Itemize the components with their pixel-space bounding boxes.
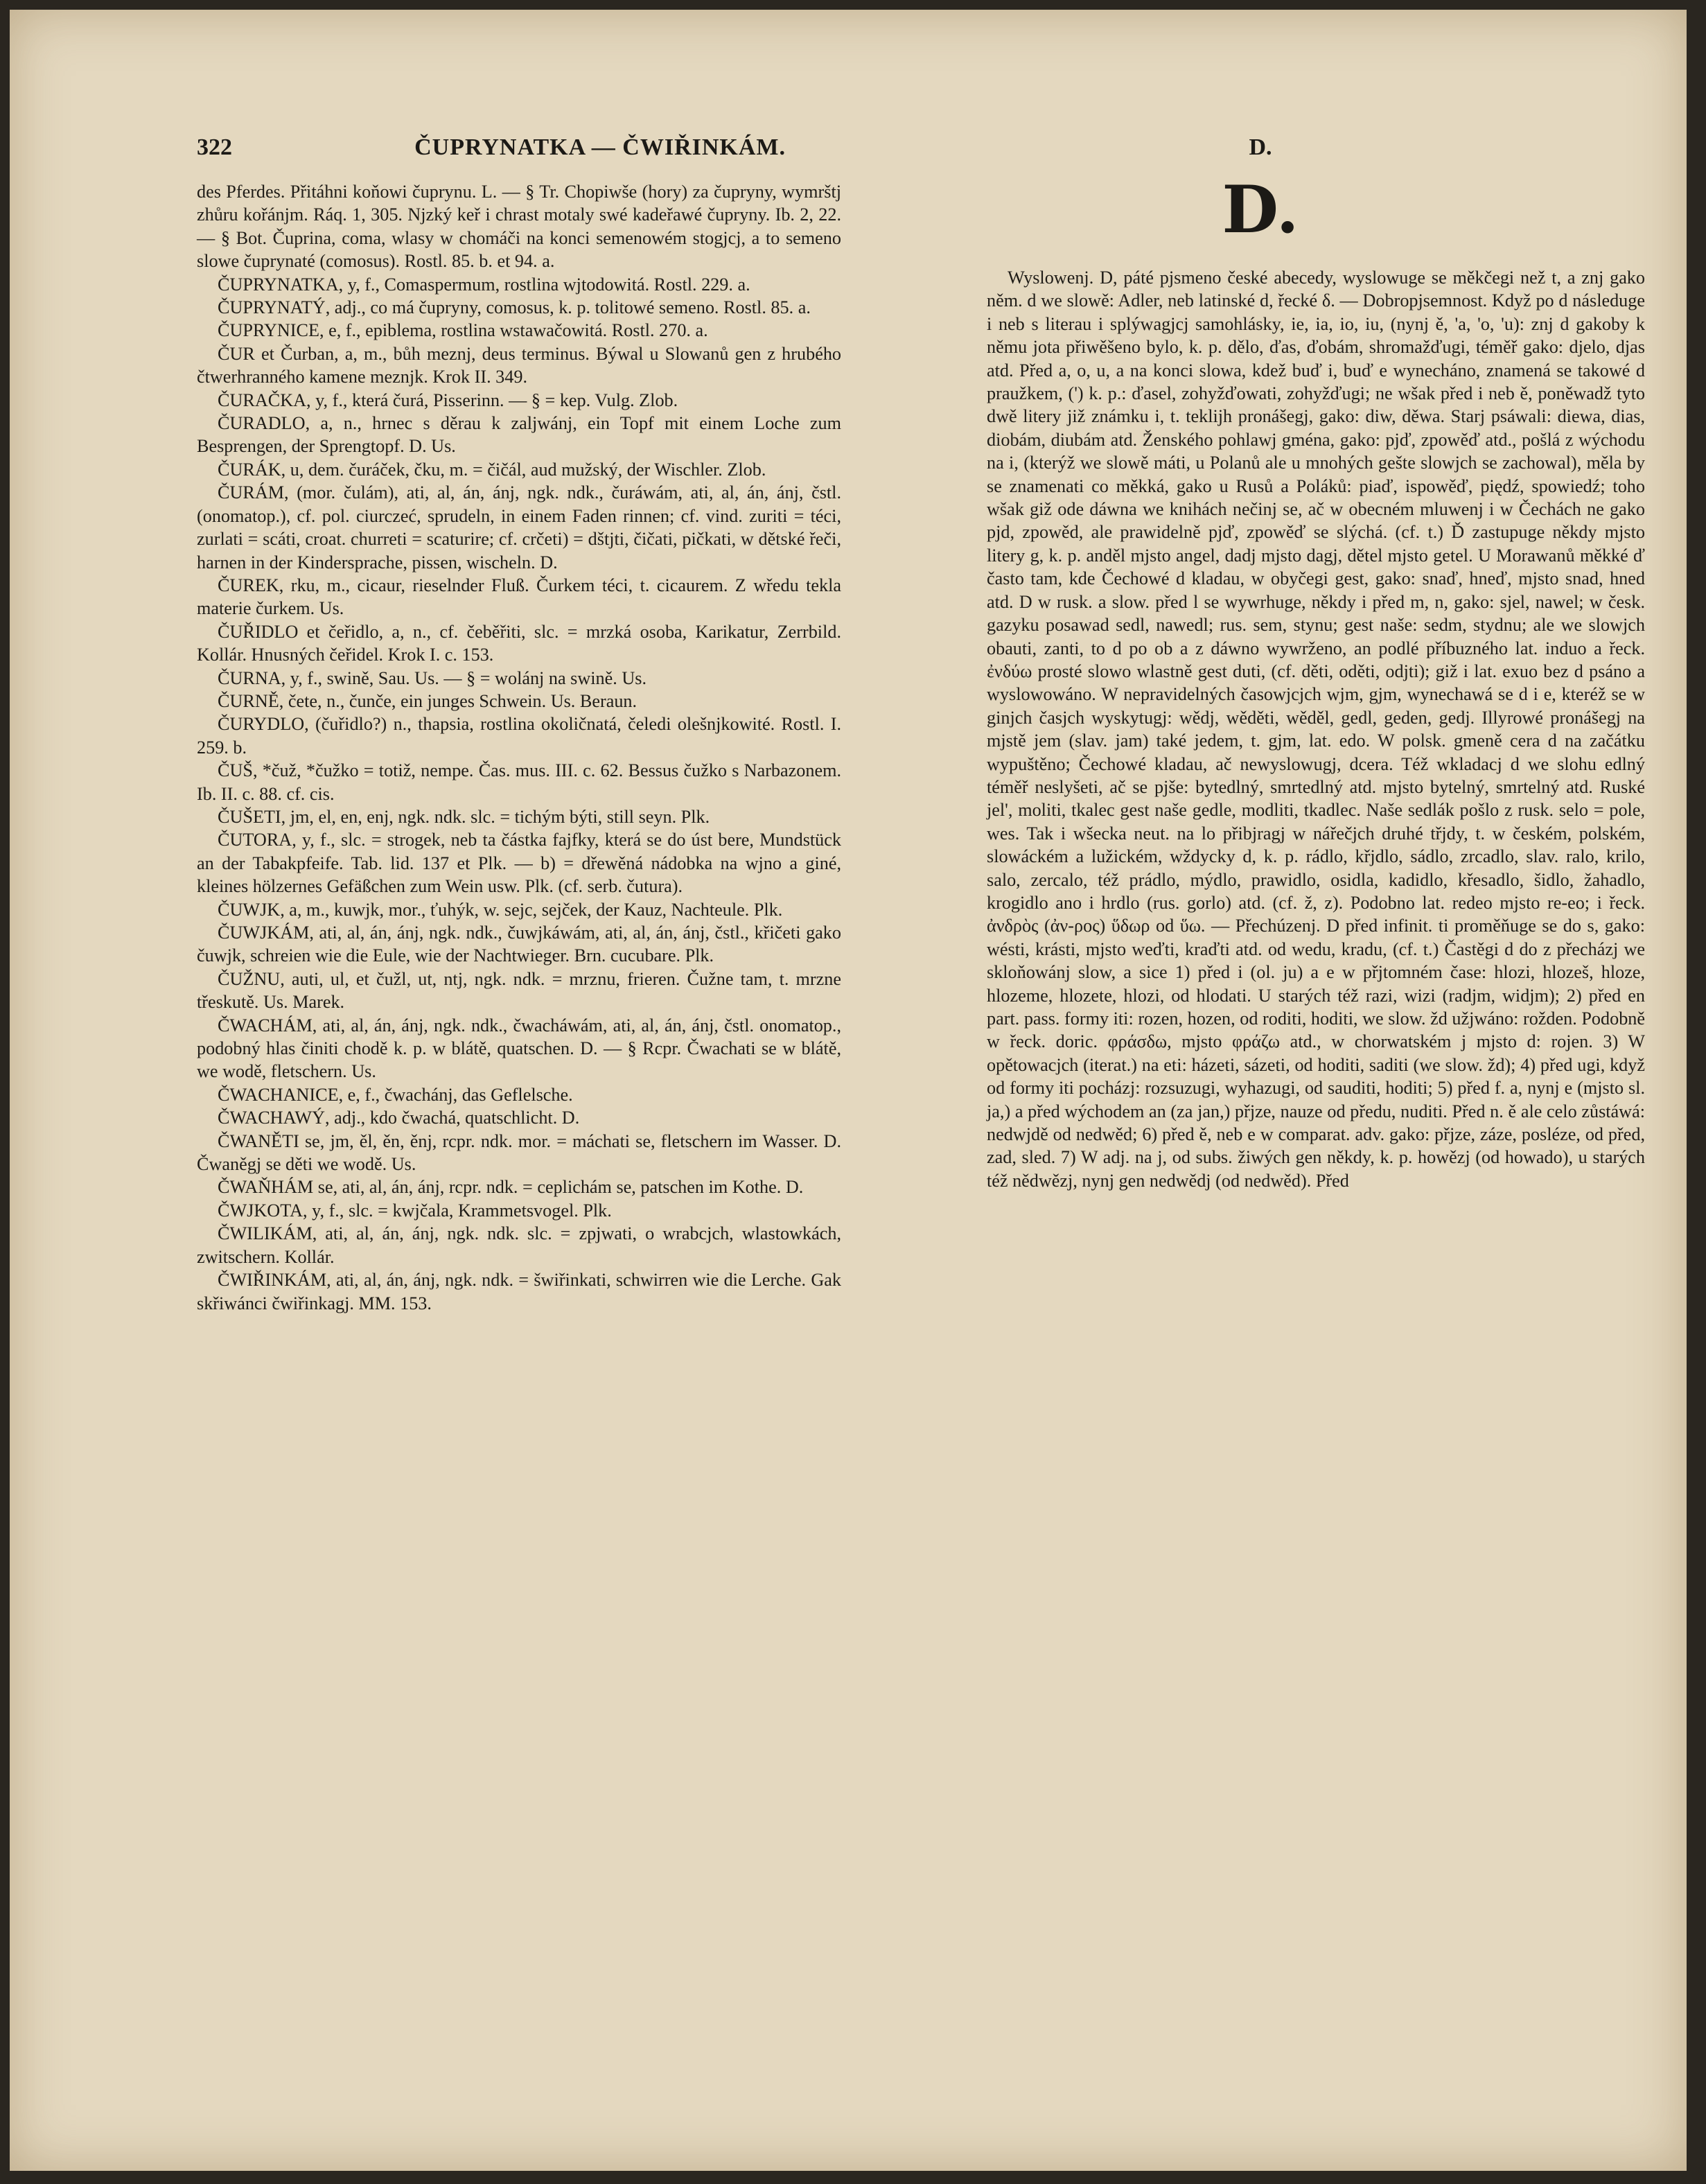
dictionary-entry: ČURÁM, (mor. čulám), ati, al, án, ánj, ngk. ndk., čuráwám, ati, al, án, ánj, čstl. (onomatop.), cf. pol. ciurczeć, sprudeln, in einem Faden rinnen; cf. vind. zuriti = téci, zurlati = scáti, croat. churreti = scaturire; cf. crčeti) = dštjti, čičati, pičkati, w dětské řeči, harnen in der Kindersprache, pissen, wischeln. D. bbox=[197, 482, 841, 573]
dictionary-entry: ČURADLO, a, n., hrnec s děrau k zaljwánj, ein Topf mit einem Loche zum Besprengen, der Sprengtopf. D. Us. bbox=[197, 413, 841, 457]
dictionary-entry: ČURNĚ, čete, n., čunče, ein junges Schwein. Us. Beraun. bbox=[218, 690, 637, 711]
dictionary-entry: ČURAČKA, y, f., která čurá, Pisserinn. — § = kep. Vulg. Zlob. bbox=[218, 390, 678, 410]
dictionary-entry: ČUPRYNATÝ, adj., co má čupryny, comosus, k. p. tolitowé semeno. Rostl. 85. a. bbox=[218, 297, 811, 318]
page-number: 322 bbox=[197, 134, 232, 160]
dictionary-entry: des Pferdes. Přitáhni koňowi čuprynu. L. — § Tr. Chopiwše (hory) za čupryny, wymrštj zhůru kořánjm. Ráq. 1, 305. Njzký keř i chrast motaly swé kadeřawé čupryny. Ib. 2, 22. — § Bot. Čuprina, coma, wlasy w chomáči na konci semenowém stogjcj, a to semeno slowe čuprynaté (comosus). Rostl. 85. b. et 94. a. bbox=[197, 182, 841, 272]
dictionary-entry: ČUŠ, *čuž, *čužko = totiž, nempe. Čas. mus. III. c. 62. Bessus čužko s Narbazonem. Ib. II. c. 88. cf. cis. bbox=[197, 760, 841, 804]
left-column bbox=[197, 180, 841, 1927]
dictionary-entry: ČURYDLO, (čuřidlo?) n., thapsia, rostlina okoličnatá, čeledi olešnjkowité. Rostl. I. 259. b. bbox=[197, 714, 841, 758]
dictionary-entry: ČWANĚTI se, jm, ěl, ěn, ěnj, rcpr. ndk. mor. = máchati se, fletschern im Wasser. D. Čwaněgj se děti we wodě. Us. bbox=[197, 1130, 841, 1175]
decorative-initial-letter: D. bbox=[1222, 172, 1299, 248]
dictionary-entry: ČWACHAWÝ, adj., kdo čwachá, quatschlicht. D. bbox=[218, 1108, 580, 1128]
dictionary-entry: ČUTORA, y, f., slc. = strogek, neb ta částka fajfky, která se do úst bere, Mundstück an der Tabakpfeife. Tab. lid. 137 et Plk. — b) = dřewěná nádobka na wjno a giné, kleines hölzernes Gefäßchen zum Wein usw. Plk. (cf. serb. čutura). bbox=[197, 830, 841, 897]
dictionary-entry: ČUREK, rku, m., cicaur, rieselnder Fluß. Čurkem téci, t. cicaurem. Z wředu tekla materie čurkem. Us. bbox=[197, 575, 841, 619]
running-title: ČUPRYNATKA — ČWIŘINKÁM. bbox=[414, 134, 786, 160]
dictionary-entry: ČWILIKÁM, ati, al, án, ánj, ngk. ndk. slc. = zpjwati, o wrabcjch, wlastowkách, zwitschern. Kollár. bbox=[197, 1223, 841, 1267]
dictionary-entry: ČURNA, y, f., swině, Sau. Us. — § = wolánj na swině. Us. bbox=[218, 667, 647, 688]
dictionary-entry: ČUWJKÁM, ati, al, án, ánj, ngk. ndk., čuwjkáwám, ati, al, án, ánj, čstl., křičeti gako čuwjk, schreien wie die Eule, wie der Nachtwieger. Brn. cucubare. Plk. bbox=[197, 923, 841, 966]
dictionary-entry: ČWIŘINKÁM, ati, al, án, ánj, ngk. ndk. = šwiřinkati, schwirren wie die Lerche. Gak skřiwánci čwiřinkagj. MM. 153. bbox=[197, 1270, 841, 1313]
dictionary-entry: ČUR et Čurban, a, m., bůh meznj, deus terminus. Býwal u Slowanů gen z hrubého čtwerhranného kamene meznjk. Krok II. 349. bbox=[197, 343, 841, 387]
right-column bbox=[987, 266, 1645, 1930]
dictionary-entry: ČWJKOTA, y, f., slc. = kwjčala, Krammetsvogel. Plk. bbox=[218, 1200, 612, 1221]
dictionary-entry: ČUŠETI, jm, el, en, enj, ngk. ndk. slc. = tichým býti, still seyn. Plk. bbox=[218, 806, 710, 827]
dictionary-entry: ČUPRYNICE, e, f., epiblema, rostlina wstawačowitá. Rostl. 270. a. bbox=[218, 320, 708, 341]
running-header bbox=[197, 134, 841, 176]
dictionary-entry: ČUPRYNATKA, y, f., Comaspermum, rostlina wjtodowitá. Rostl. 229. a. bbox=[218, 274, 750, 295]
dictionary-entry: ČUWJK, a, m., kuwjk, mor., ťuhýk, w. sejc, sejček, der Kauz, Nachteule. Plk. bbox=[218, 899, 783, 920]
section-letter: D. bbox=[1249, 134, 1272, 160]
dictionary-entry: ČWACHÁM, ati, al, án, ánj, ngk. ndk., čwacháwám, ati, al, án, ánj, čstl. onomatop., podobný hlas činiti chodě k. p. w blátě, quatschen. D. — § Rcpr. Čwachati se w blátě, we wodě, fletschern. Us. bbox=[197, 1015, 841, 1082]
dictionary-entry: ČUŽNU, auti, ul, et čužl, ut, ntj, ngk. ndk. = mrznu, frieren. Čužne tam, t. mrzne třeskutě. Us. Marek. bbox=[197, 968, 841, 1013]
dictionary-entry: ČWACHANICE, e, f., čwachánj, das Geflelsche. bbox=[218, 1084, 573, 1105]
letter-d-article: Wyslowenj. D, páté pjsmeno české abecedy, wyslowuge se měkčegi než t, a znj gako něm. d we slowě: Adler, neb latinské d, řecké δ. — Dobropjsemnost. Když po d následuge i neb s literau i splýwagjcj samohlásky, ie, ia, io, iu, (nynj ě, 'a, 'o, 'u): znj d gakoby k němu jota přiwěšeno bylo, k. p. dělo, ďas, ďobám, shromažďugi, téměř gako: djelo, djas atd. Před a, o, u, a na konci slowa, kdež buď i, buď e wynecháno, znamená se takowé d praužkem, (') k. p.: ďasel, zohyžďowati, zohyžďugi; ne wšak před i neb ě, poněwadž tyto dwě litery již známku i, t. teklijh pronášegj, gako: diw, děwa. Starj psáwali: diewa, dias, diobám, diubám atd. Ženského pohlawj gména, gako: pjď, zpowěď atd., pošlá z wýchodu na i, (kterýž we slowě máti, u Polanů ale u mnohých gešte slowjch se zachowal), měla by se znamenati co měkká, gako u Rusů a Poláků: piaď, ispowěď, piędź, spowiedź; toho wšak giž ode dáwna we knihách nečinj se, ač w obecném mluwenj i w Čechách ne gako pjd, zpowěd, ale prawidelně pjď, zpowěď se slýchá. (cf. t.) Ď zastupuge někdy mjsto litery g, k. p. anděl mjsto angel, dadj mjsto dagj, dětel mjsto getel. U Morawanů měkké ď často tam, kde Čechowé d kladau, w obyčegi gest, gako: snaď, hneď, mjsto snad, hned atd. D w rusk. a slow. před l se wywrhuge, někdy i před m, n, gako: sjel, nawel; w česk. gazyku posawad sedl, nawedl; rus. sem, stynu; gest naše: sedm, stydnu; ale we slowjch obauti, zanti, to d po ob a z dáwno wywrženo, an podlé příbuzného lat. induo a řeck. ἐνδύω prosté slowo wlastně gest duti, (cf. děti, oděti, odjti); giž i lat. exuo bez d psáno a wyslowowáno. W nepravidelných časowjcjch wjm, gjm, wynechawá se d i e, kteréž se w ginjch časjch wyskytugj: wědj, wěděti, wěděl, gedl, geden, gedj. Illyrowé pronášegj na mjstě jem (slav. jam) také jedem, t. gjm, lat. edo. W polsk. gmeně cera d na začátku wypuštěno; Čechowé kladau, ač newyslowugj, dcera. Též wkladacj d we slohu edlný téměř neslyšeti, ač se pjše: bytedlný, smrtedlný atd. mjsto bytelný, smrtelný atd. Ruské jel', moliti, tkalec gest naše gedle, modliti, tkadlec. Naše sedlák pošlo z rusk. selo = pole, wes. Tak i wšecka neut. na lo přibjragj w nářečjch druhé třjdy, t. w českém, polském, slowáckém a lužickém, wždycky d, k. p. rádlo, křjdlo, sádlo, zrcadlo, slav. ralo, krilo, salo, zercalo, též prádlo, mýdlo, prawidlo, osidla, kadidlo, křesadlo, šidlo, žahadlo, krogidlo ano i hrdlo (rus. gorlo) atd. (cf. ž, z). Podobno lat. redeo mjsto re-eo; i řeck. ἀνδρὸς (ἀν-ρος) ὕδωρ od ὕω. — Přechúzenj. D před infinit. ti proměňuge se do s, gako: wésti, krásti, mjsto weďti, kraďti atd. od wedu, kradu, (cf. t.) Častěgi d do z přecházj we skloňowánj slow, a sice 1) před i (ol. ju) a e w přjtomném čase: hlozi, hlozeš, hloze, hlozeme, hlozete, hlozi, od hlodati. U starých též razi, wizi (radjm, widjm); 2) před en part. pass. formy iti: rozen, hozen, od roditi, hoditi, we slow. žd užjwáno: rožden. Podobně w řeck. doric. φράσδω, mjsto φράζω atd., w chorwatském j mjsto d: rojen. 3) W opětowacjch (iterat.) na eti: házeti, sázeti, od hoditi, saditi (we slow. žd); 4) před ugi, když od formy iti pocházj: rozsuzugi, wyhazugi, od sauditi, hoditi; 5) před f. a, nynj e (mjsto sl. ja,) a před wýchodem an (za jan,) přjze, nauze od předu, nuditi. Před n. ě ale celo zůstáwá: nedwjdě od nedwěd; 6) před ě, neb e w comparat. adv. gako: přjze, záze, posléze, od před, zad, sled. 7) W adj. na j, od subs. žiwých gen někdy, k. p. howězj (od howado), u starých též nědwězj, nynj gen nedwědj (od nedwěd). Před bbox=[987, 268, 1645, 1191]
dictionary-entry: ČUŘIDLO et čeřidlo, a, n., cf. čeběřiti, slc. = mrzká osoba, Karikatur, Zerrbild. Kollár. Hnusných čeřidel. Krok I. c. 153. bbox=[197, 621, 841, 665]
book-page bbox=[10, 10, 1687, 2171]
dictionary-entry: ČWAŇHÁM se, ati, al, án, ánj, rcpr. ndk. = ceplichám se, patschen im Kothe. D. bbox=[218, 1177, 804, 1198]
dictionary-entry: ČURÁK, u, dem. čuráček, čku, m. = čičál, aud mužský, der Wischler. Zlob. bbox=[218, 459, 766, 480]
